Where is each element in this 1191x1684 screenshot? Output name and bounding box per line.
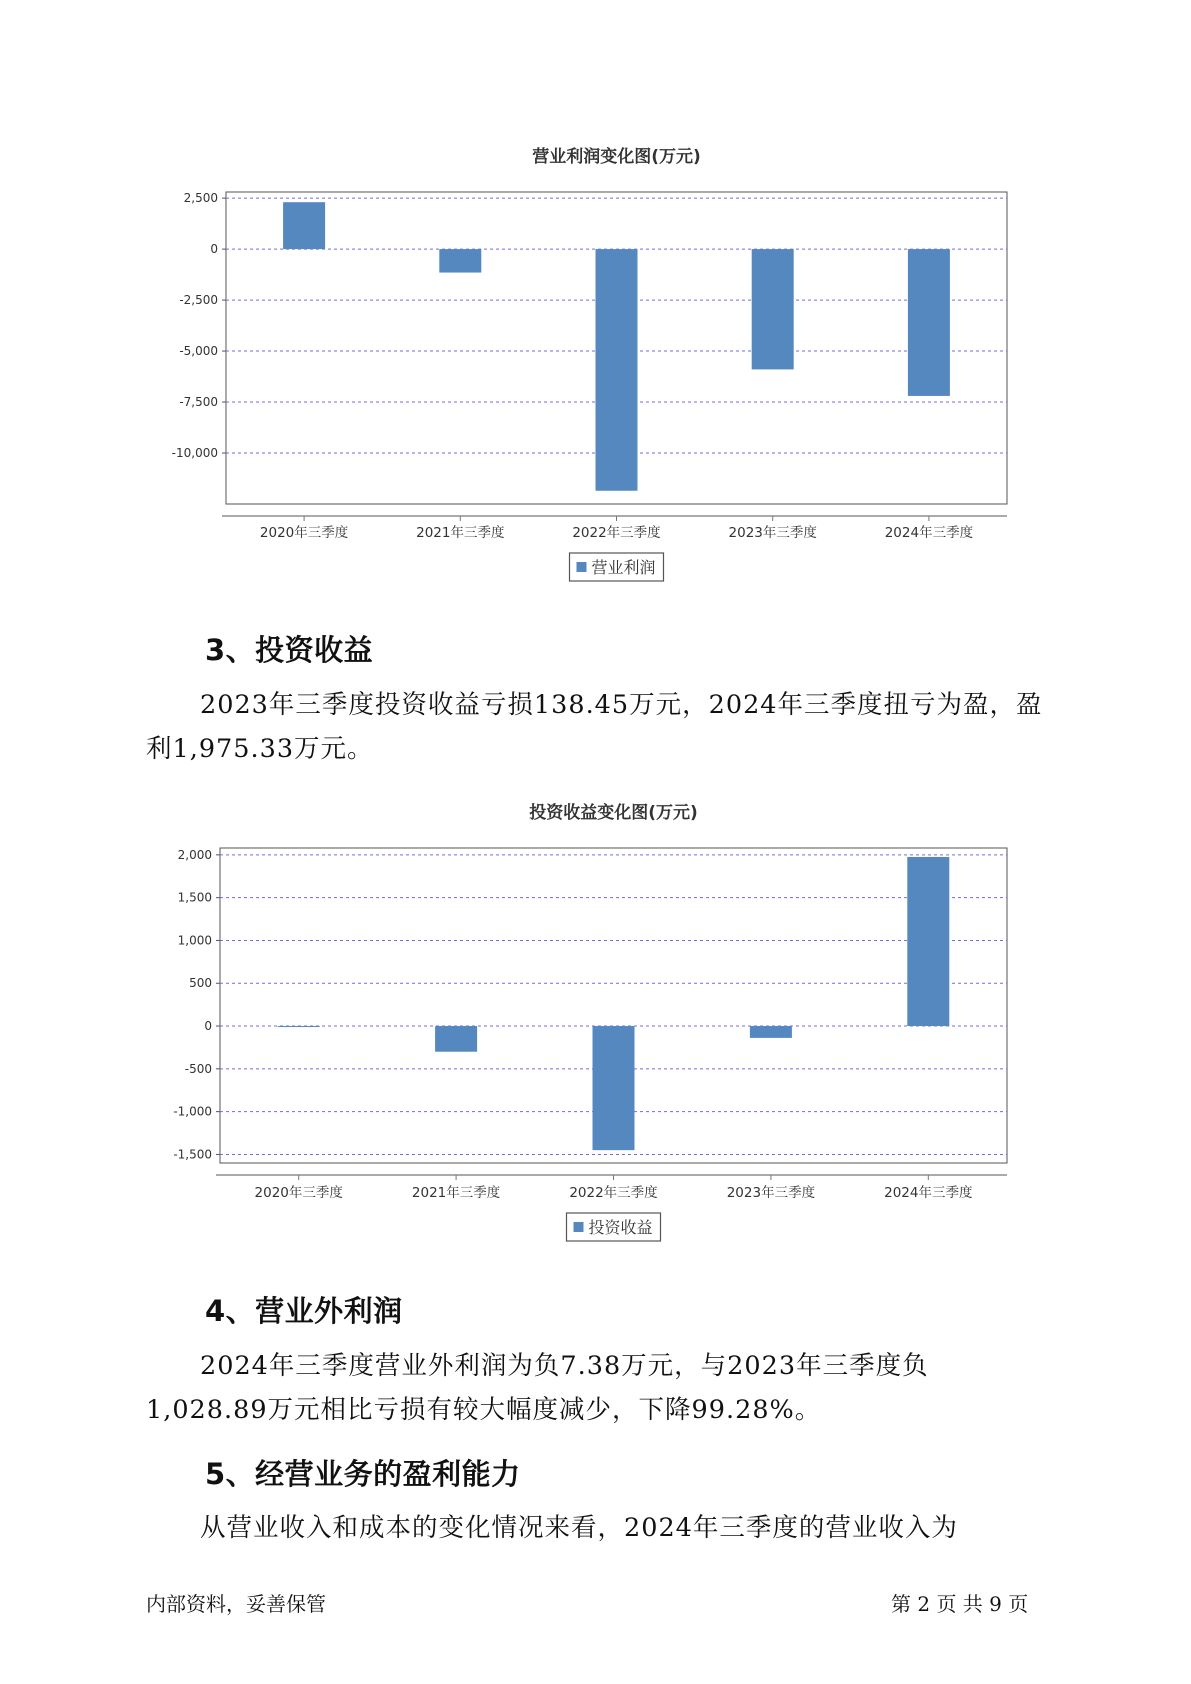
y-tick-label: -1,000 [173, 1104, 212, 1119]
x-tick-label: 2020年三季度 [259, 525, 349, 541]
x-tick-label: 2021年三季度 [416, 525, 505, 541]
bar [752, 249, 794, 369]
bar [435, 1026, 477, 1052]
y-tick-label: 0 [210, 242, 218, 257]
bar [750, 1026, 792, 1038]
y-tick-label: -1,500 [173, 1147, 212, 1162]
y-tick-label: 500 [189, 976, 212, 991]
y-tick-label: 2,500 [183, 191, 218, 206]
chart-title: 投资收益变化图(万元) [529, 803, 698, 823]
bar [596, 249, 638, 491]
y-tick-label: 1,500 [177, 890, 212, 905]
y-tick-label: -5,000 [179, 344, 218, 359]
section-heading-nonoperating: 4、营业外利润 [205, 1294, 403, 1328]
chart-title: 营业利润变化图(万元) [532, 147, 701, 167]
bar [283, 202, 325, 249]
x-tick-label: 2022年三季度 [569, 1185, 658, 1201]
x-tick-label: 2020年三季度 [254, 1185, 343, 1201]
x-tick-label: 2022年三季度 [572, 525, 661, 541]
paragraph-nonoperating: 2024年三季度营业外利润为负7.38万元，与2023年三季度负1,028.89万元相比亏损有较大幅度减少，下降99.28%。 [146, 1351, 929, 1425]
y-tick-label: 1,000 [177, 933, 212, 948]
paragraph-investment: 2023年三季度投资收益亏损138.45万元，2024年三季度扭亏为盈，盈利1,975.33万元。 [146, 690, 1043, 764]
y-tick-label: -7,500 [179, 395, 218, 410]
bar [908, 249, 950, 396]
x-tick-label: 2023年三季度 [728, 525, 817, 541]
operating-profit-chart [0, 140, 1191, 600]
section-heading-investment: 3、投资收益 [205, 633, 374, 667]
footer-page-number: 第 2 页 共 9 页 [891, 1592, 1029, 1616]
footer-confidential-note: 内部资料，妥善保管 [146, 1592, 326, 1616]
y-tick-label: -500 [184, 1061, 212, 1076]
y-tick-label: -10,000 [171, 446, 218, 461]
legend-swatch [574, 1222, 584, 1232]
section-heading-profitability: 5、经营业务的盈利能力 [205, 1457, 521, 1491]
bar [907, 857, 949, 1026]
legend-label: 营业利润 [591, 558, 656, 577]
paragraph-profitability: 从营业收入和成本的变化情况来看，2024年三季度的营业收入为 [200, 1513, 958, 1543]
bar [593, 1026, 635, 1150]
x-tick-label: 2021年三季度 [411, 1185, 501, 1201]
bar [278, 1026, 320, 1027]
x-tick-label: 2024年三季度 [884, 525, 974, 541]
legend-label: 投资收益 [588, 1218, 653, 1237]
bar [439, 249, 481, 272]
investment-income-chart [0, 800, 1191, 1260]
x-tick-label: 2023年三季度 [726, 1185, 816, 1201]
y-tick-label: 2,000 [177, 847, 212, 862]
y-tick-label: -2,500 [179, 293, 218, 308]
y-tick-label: 0 [204, 1019, 212, 1034]
legend-swatch [577, 562, 587, 572]
x-tick-label: 2024年三季度 [884, 1185, 973, 1201]
